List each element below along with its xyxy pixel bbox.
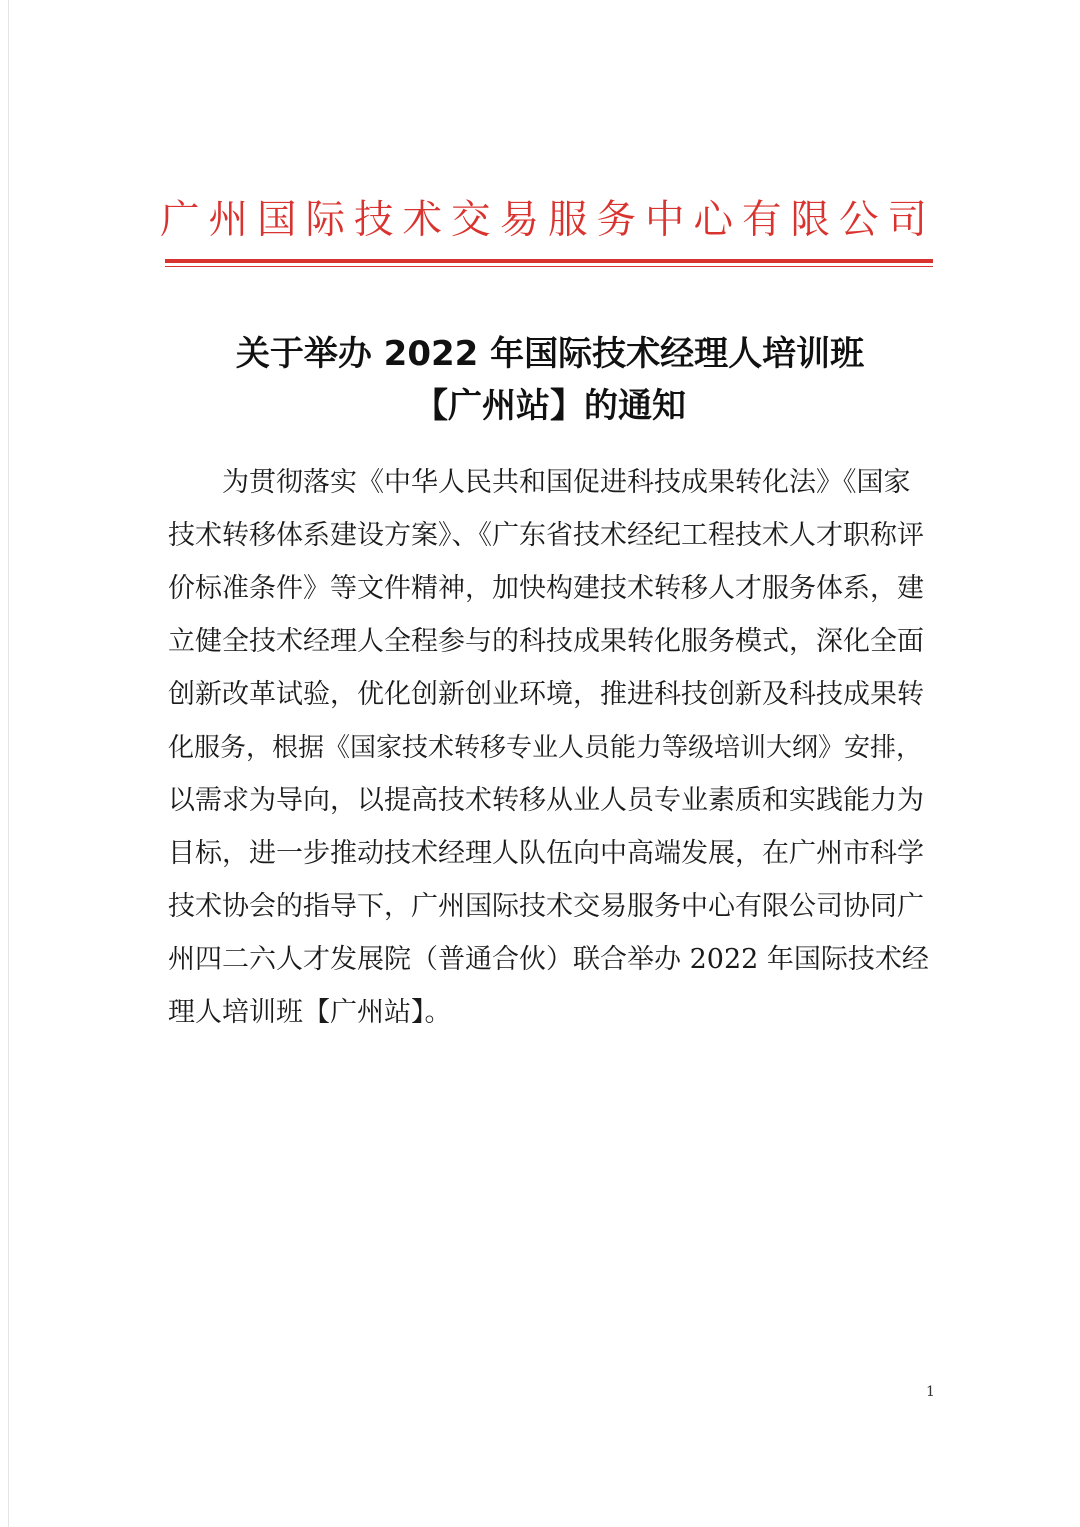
body-line-8: 目标，进一步推动技术经理人队伍向中高端发展，在广州市科学: [168, 838, 924, 869]
notice-title-line-1: 关于举办 2022 年国际技术经理人培训班: [235, 334, 865, 374]
letterhead-company-name: 广州国际技术交易服务中心有限公司: [160, 197, 936, 243]
body-line-1: 为贯彻落实《中华人民共和国促进科技成果转化法》《国家: [222, 467, 911, 498]
body-line-5: 创新改革试验，优化创新创业环境，推进科技创新及科技成果转: [168, 679, 924, 710]
letterhead-red-rule-thick: [165, 259, 933, 263]
body-line-10: 州四二六人才发展院（普通合伙）联合举办 2022 年国际技术经: [168, 944, 929, 975]
body-line-11: 理人培训班【广州站】。: [168, 997, 452, 1028]
page-number: 1: [926, 1384, 935, 1400]
body-line-7: 以需求为导向，以提高技术转移从业人员专业素质和实践能力为: [168, 785, 924, 816]
body-line-9: 技术协会的指导下，广州国际技术交易服务中心有限公司协同广: [168, 891, 924, 922]
scan-edge-line: [8, 0, 9, 1527]
body-line-3: 价标准条件》等文件精神，加快构建技术转移人才服务体系，建: [168, 573, 924, 604]
letterhead-red-rule-thin: [165, 266, 933, 267]
notice-title-line-2: 【广州站】的通知: [414, 386, 686, 426]
body-line-6: 化服务，根据《国家技术转移专业人员能力等级培训大纲》安排，: [168, 733, 923, 763]
body-line-4: 立健全技术经理人全程参与的科技成果转化服务模式，深化全面: [168, 626, 924, 657]
body-line-2: 技术转移体系建设方案》、《广东省技术经纪工程技术人才职称评: [168, 520, 924, 551]
